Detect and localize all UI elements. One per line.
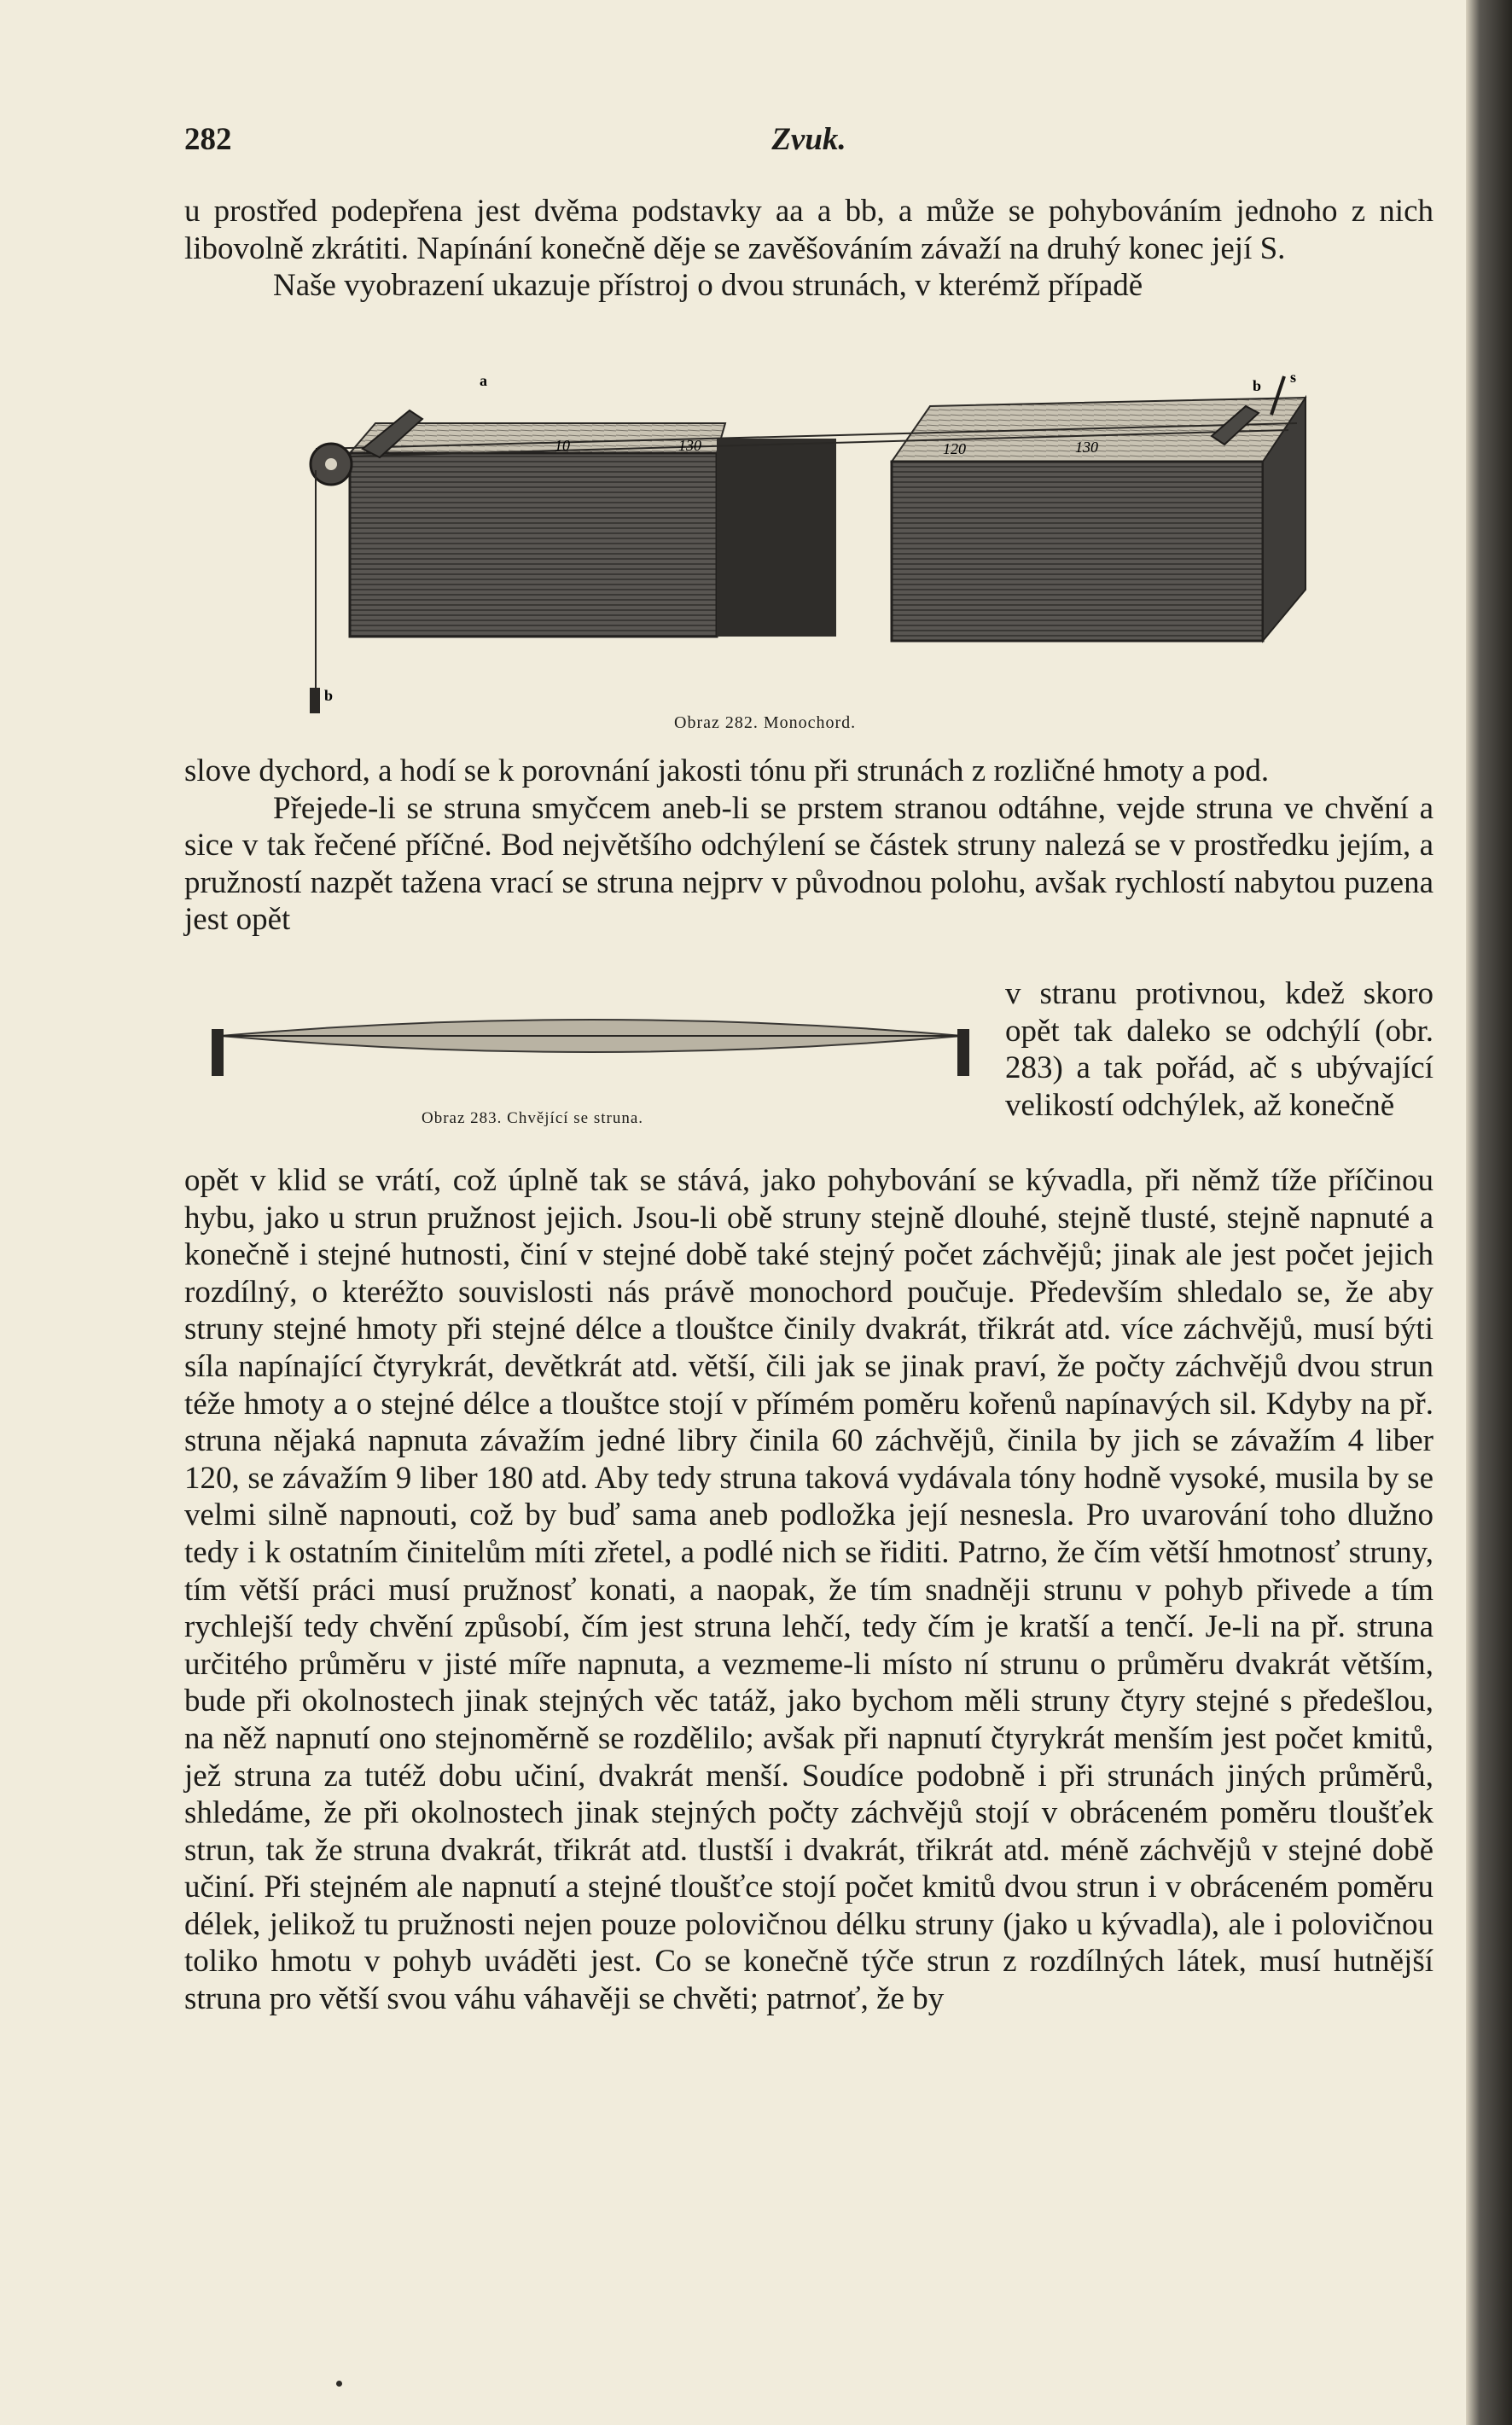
vibrating-string-illustration — [195, 1012, 988, 1106]
figure-283-vibrating-string — [195, 1012, 988, 1106]
paragraph-continuation: u prostřed podepřena jest dvěma podstavky aa a bb, a může se pohybováním jednoho z nich libovolně zkrátiti. Napínání konečně děje se zavěšováním závaží na druhý konec její S. — [184, 194, 1433, 266]
scale-mark-1: 10 — [555, 437, 570, 454]
figure-283-caption: Obraz 283. Chvějící se struna. — [422, 1109, 644, 1127]
text-block-side — [1005, 975, 1433, 1124]
label-b: b — [1253, 377, 1262, 394]
running-title: Zvuk. — [771, 122, 846, 157]
scale-mark-3: 120 — [943, 440, 966, 457]
scale-mark-4: 130 — [1075, 439, 1098, 456]
weight — [310, 688, 320, 713]
paragraph-dychord-intro: Naše vyobrazení ukazuje přístroj o dvou strunách, v kterémž případě — [273, 268, 1143, 304]
label-weight: b — [324, 687, 334, 704]
center-cavity — [717, 439, 836, 637]
text-block-bottom — [184, 1162, 1433, 2018]
book-spine-edge — [1466, 0, 1512, 2425]
text-block-top — [184, 193, 1433, 305]
print-speck — [336, 2381, 342, 2387]
page-number: 282 — [184, 122, 232, 157]
left-clamp — [212, 1029, 224, 1076]
scale-mark-2: 130 — [678, 437, 701, 454]
right-box-front — [892, 462, 1263, 641]
label-s: s — [1290, 372, 1297, 386]
monochord-illustration — [282, 372, 1323, 722]
left-box-front — [350, 453, 717, 637]
paragraph-transverse-vibration: Přejede-li se struna smyčcem aneb-li se prstem stranou odtáhne, vejde struna ve chvění a sice v tak řečené příčné. Bod největšího odchýlení se částek struny nalezá se v prostředku jejím, a pružností nazpět tažena vrací se struna nejprv v původnou polohu, avšak rychlostí nabytou puzena jest opět — [184, 790, 1433, 938]
figure-282-caption: Obraz 282. Monochord. — [674, 713, 857, 732]
paragraph-side-column: v stranu protivnou, kdež skoro opět tak daleko se odchýlí (obr. 283) a tak pořád, ač s ubývající velikostí odchýlek, až konečně — [1005, 976, 1433, 1123]
right-clamp — [957, 1029, 969, 1076]
page-header — [184, 121, 1433, 159]
figure-282-monochord — [282, 372, 1323, 722]
pulley-hub — [325, 458, 337, 470]
paragraph-main-body: opět v klid se vrátí, což úplně tak se stává, jako pohybování se kývadla, při němž tíže příčinou hybu, jako u strun pružnost jejich. Jsou-li obě struny stejně dlouhé, stejně tlusté, stejně napnuté a konečně i stejné hutnosti, činí v stejné době také stejný počet záchvějů; jinak ale jest počet jejich rozdílný, o kteréžto souvislosti nás právě monochord poučuje. Především shledalo se, že aby struny stejné hmoty při stejné délce a tlouštce činily dvakrát, třikrát atd. více záchvějů, musí býti síla napínající čtyrykrát, devětkrát atd. větší, čili jak se jinak praví, že počty záchvějů dvou strun téže hmoty a o stejné délce a tlouštce stojí v přímém poměru kořenů napínavých sil. Kdyby na př. struna nějaká napnuta závažím jedné libry činila 60 záchvějů, činila by jich se závažím 4 liber 120, se závažím 9 liber 180 atd. Aby tedy struna taková vydávala tóny hodně vysoké, musila by se velmi silně napnouti, což by buď sama aneb podložka její nesnesla. Pro uvarování toho dlužno tedy i k ostatním činitelům míti zřetel, a podlé nich se řiditi. Patrno, že čím větší hmotnosť struny, tím větší práci musí pružnosť konati, a naopak, že tím snadněji strunu v pohyb přivede a tím rychlejší tedy chvění způsobí, čím jest struna lehčí, tedy čím je kratší a tenčí. Je-li na př. struna určitého průměru v jisté míře napnuta, a vezmeme-li místo ní strunu o průměru dvakrát větším, bude při okolnostech jinak stejných věc tatáž, jako bychom měli struny čtyry stejné s předešlou, na něž napnutí ono stejnoměrně se rozdělilo; avšak při napnutí čtyrykrát menším jest počet kmitů, jež struna za tutéž dobu učiní, dvakrát menší. Soudíce podobně i při strunách jiných průměrů, shledáme, že při okolnostech jinak stejných počty záchvějů stojí v obráceném poměru tloušťek strun, tak že struna dvakrát, třikrát atd. tlustší i dvakrát, třikrát atd. méně záchvějů v stejné době učiní. Při stejném ale napnutí a stejné tloušťce stojí počet kmitů dvou strun i v obráceném poměru délek, jelikož tu pružnosti nejen pouze polovičnou délku struny (jako u kývadla), ale i polovičnou toliko hmotu v pohyb uváděti jest. Co se konečně týče strun z rozdílných látek, musí hutnější struna pro větší svou váhu váhavěji se chvěti; patrnoť, že by — [184, 1163, 1433, 2017]
label-a: a — [480, 372, 487, 389]
paragraph-dychord: slove dychord, a hodí se k porovnání jakosti tónu při strunách z rozličné hmoty a pod. — [184, 753, 1270, 788]
text-block-middle — [184, 753, 1433, 939]
